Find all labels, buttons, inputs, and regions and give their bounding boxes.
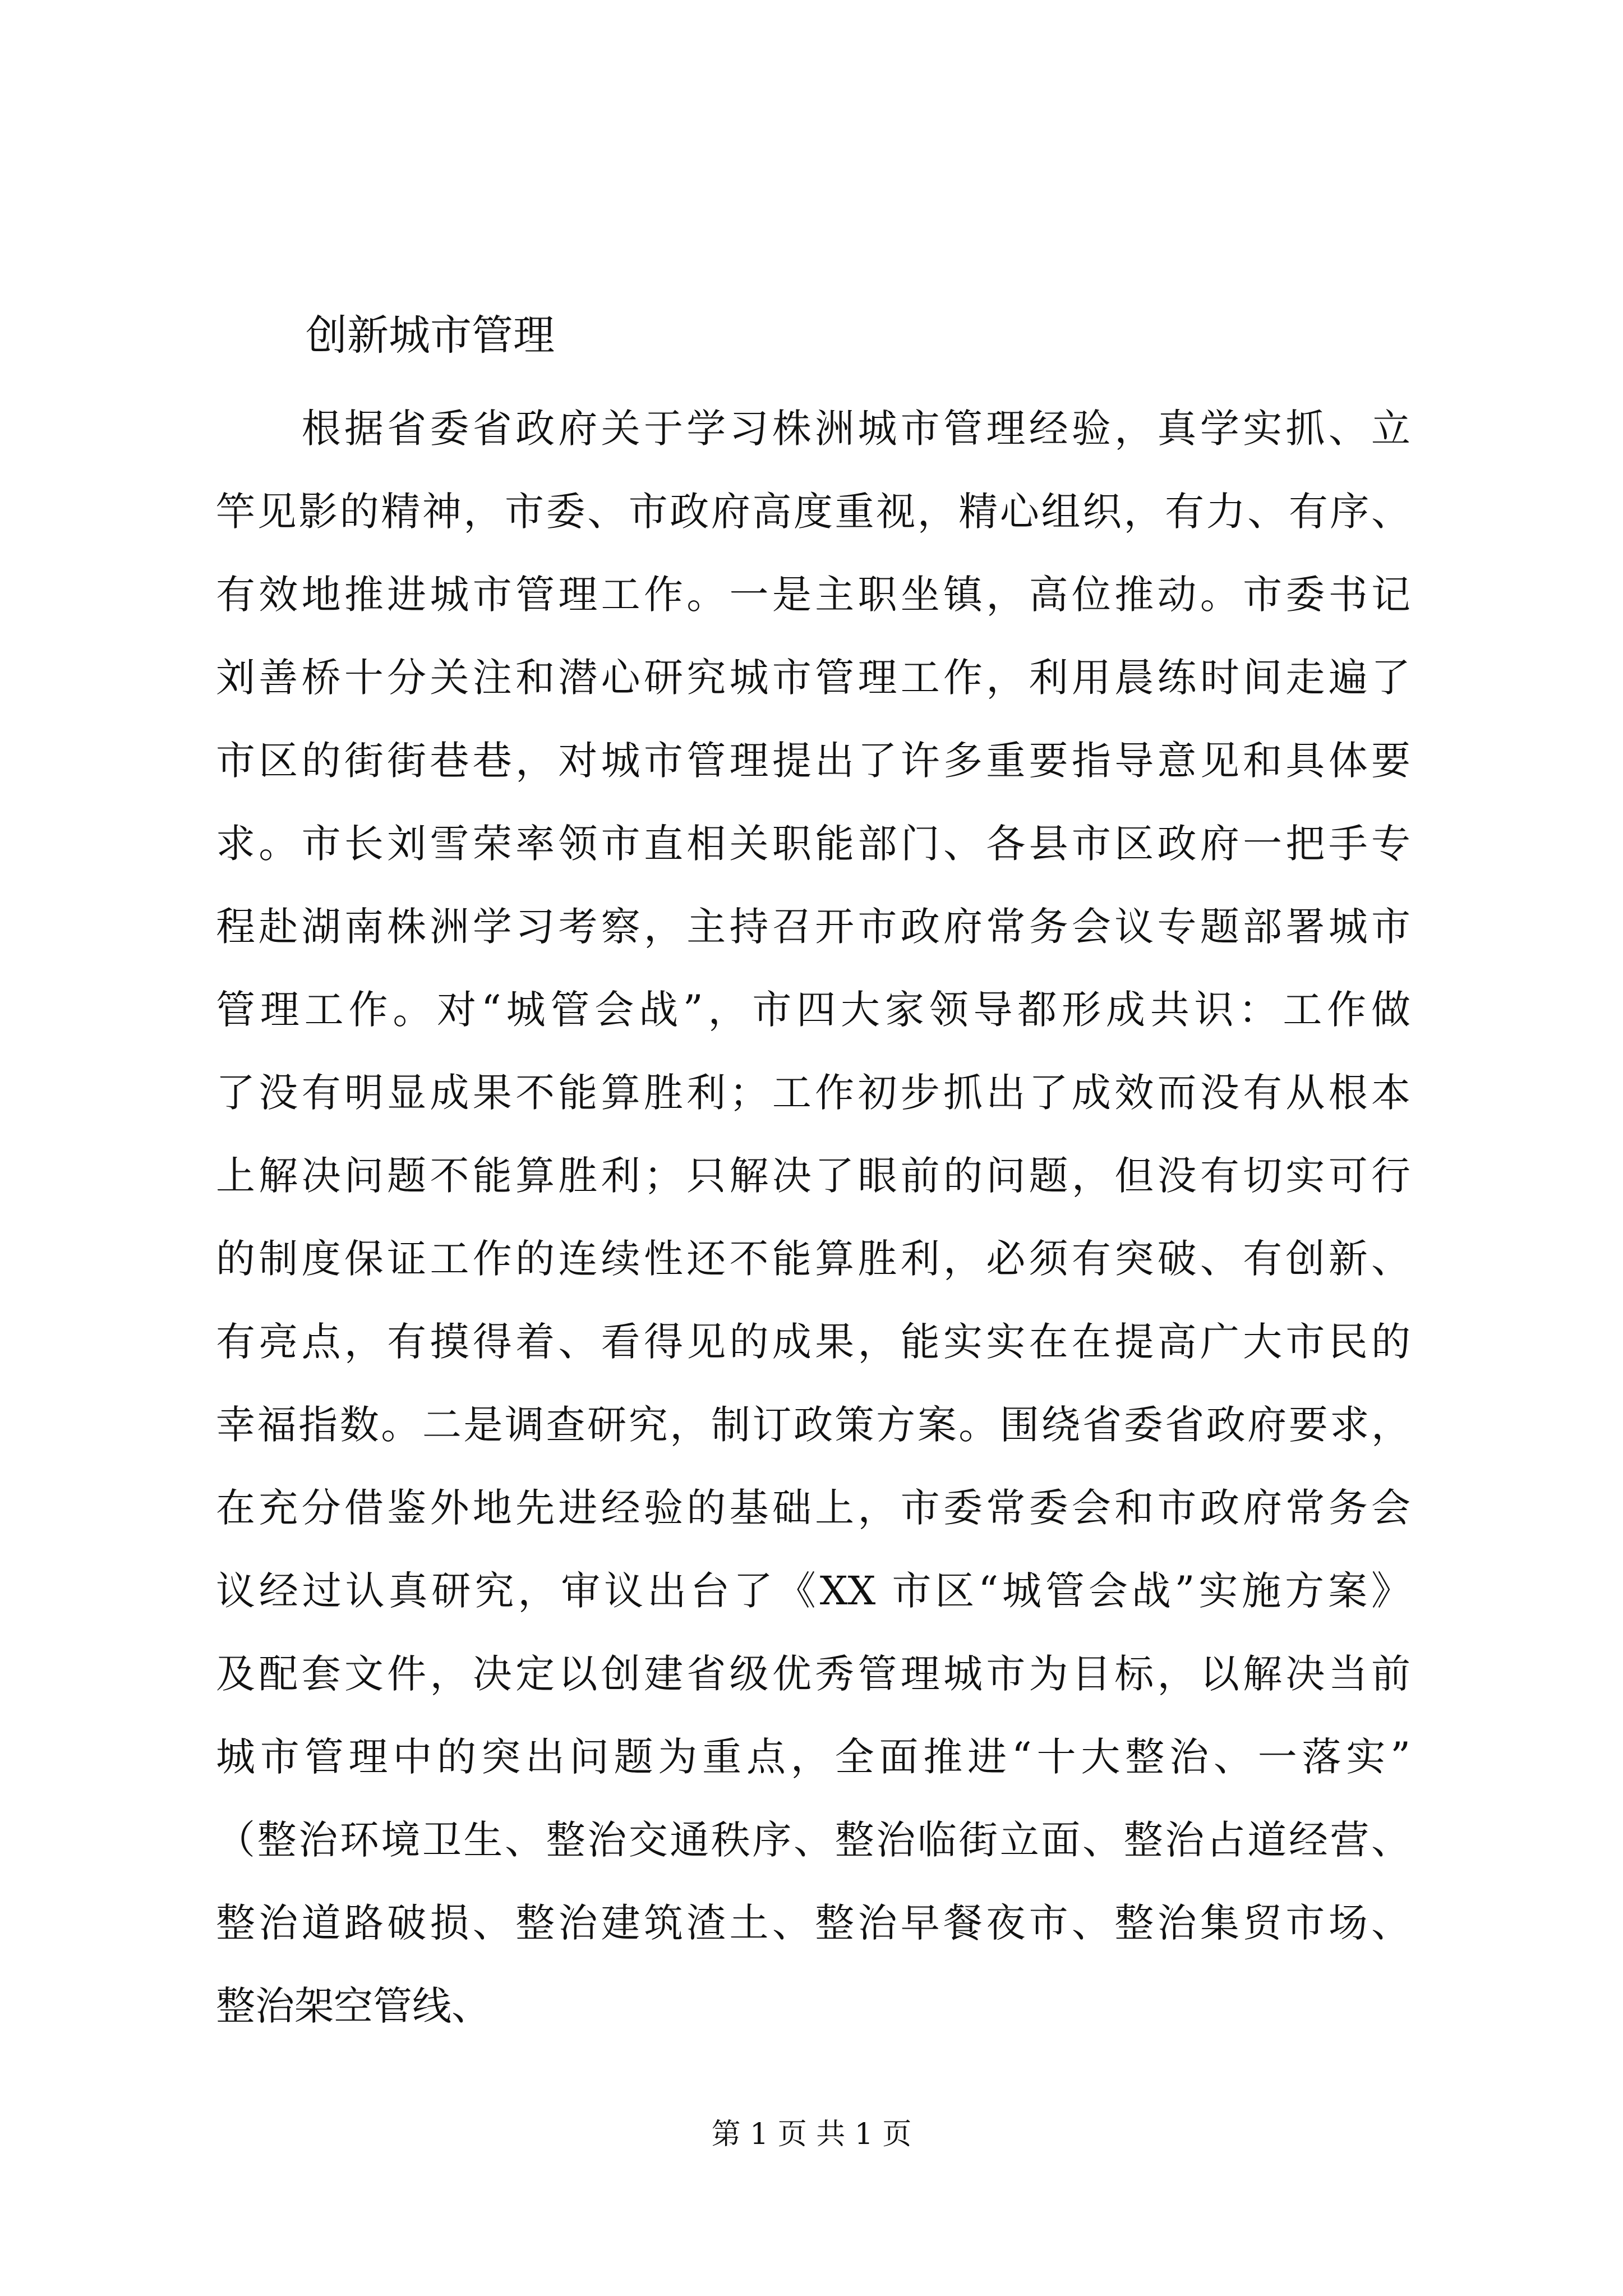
body-line: 了没有明显成果不能算胜利；工作初步抓出了成效而没有从根本 <box>216 1070 1410 1116</box>
body-line: 幸福指数。二是调查研究，制订政策方案。围绕省委省政府要求， <box>216 1402 1410 1448</box>
body-line: 根据省委省政府关于学习株洲城市管理经验，真学实抓、立 <box>216 406 1410 452</box>
page-footer: 第 1 页 共 1 页 <box>711 2118 912 2151</box>
document-title: 创新城市管理 <box>306 311 555 360</box>
body-line: 的制度保证工作的连续性还不能算胜利，必须有突破、有创新、 <box>216 1236 1410 1282</box>
body-line: 有效地推进城市管理工作。一是主职坐镇，高位推动。市委书记 <box>216 572 1410 618</box>
body-line: 求。市长刘雪荣率领市直相关职能部门、各县市区政府一把手专 <box>216 821 1410 867</box>
document-body <box>216 387 1410 2047</box>
body-line: 议经过认真研究，审议出台了《XX 市区“城管会战”实施方案》 <box>216 1568 1410 1614</box>
body-line: 刘善桥十分关注和潜心研究城市管理工作，利用晨练时间走遍了 <box>216 655 1410 701</box>
body-line: 有亮点，有摸得着、看得见的成果，能实实在在提高广大市民的 <box>216 1319 1410 1365</box>
body-line: （整治环境卫生、整治交通秩序、整治临街立面、整治占道经营、 <box>216 1817 1410 1863</box>
body-line: 市区的街街巷巷，对城市管理提出了许多重要指导意见和具体要 <box>216 738 1410 784</box>
body-line: 竿见影的精神，市委、市政府高度重视，精心组织，有力、有序、 <box>216 489 1410 535</box>
body-line: 在充分借鉴外地先进经验的基础上，市委常委会和市政府常务会 <box>216 1485 1410 1531</box>
body-line: 整治道路破损、整治建筑渣土、整治早餐夜市、整治集贸市场、 <box>216 1900 1410 1946</box>
body-line: 及配套文件，决定以创建省级优秀管理城市为目标，以解决当前 <box>216 1651 1410 1697</box>
body-line: 管理工作。对“城管会战”，市四大家领导都形成共识：工作做 <box>216 987 1410 1033</box>
body-line: 程赴湖南株洲学习考察，主持召开市政府常务会议专题部署城市 <box>216 904 1410 950</box>
body-line: 城市管理中的突出问题为重点，全面推进“十大整治、一落实” <box>216 1734 1410 1780</box>
body-line: 上解决问题不能算胜利；只解决了眼前的问题，但没有切实可行 <box>216 1153 1410 1199</box>
body-line: 整治架空管线、 <box>216 1983 491 2029</box>
